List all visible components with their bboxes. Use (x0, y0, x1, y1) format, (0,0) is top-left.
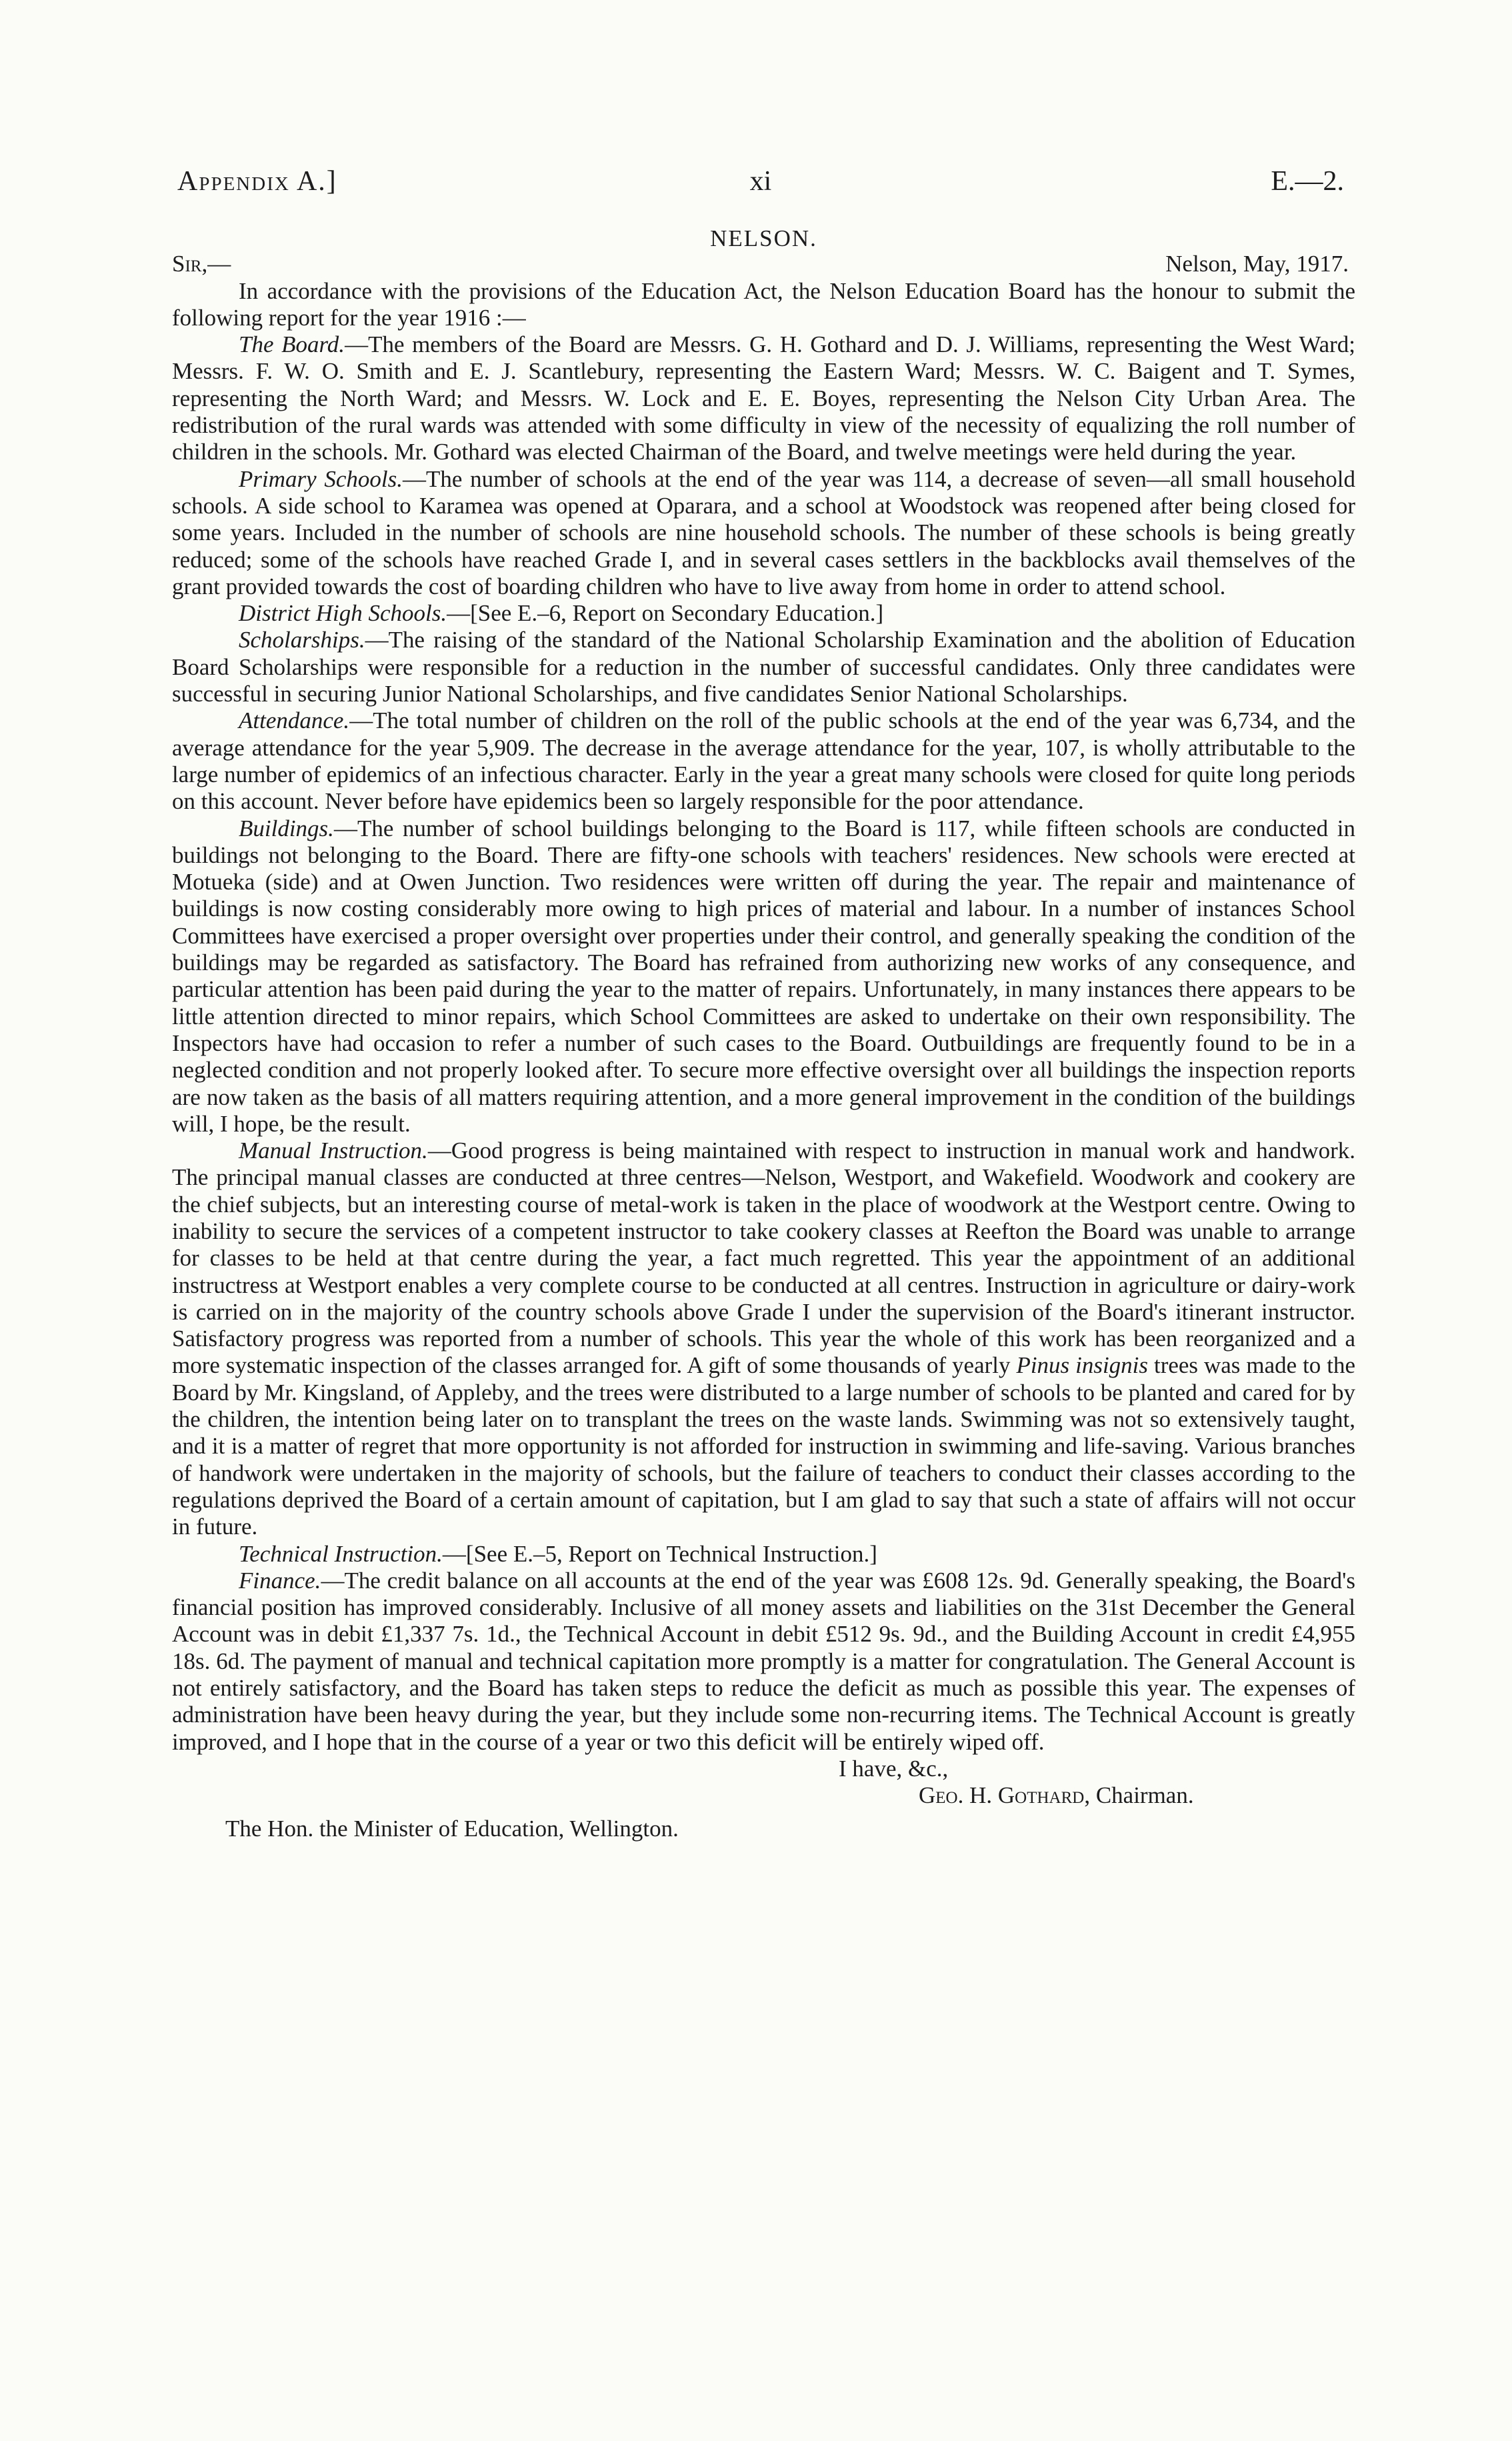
addressee: The Hon. the Minister of Education, Wellington. (225, 1815, 679, 1842)
section-primary-schools (172, 466, 1355, 600)
salutation-line (172, 251, 1355, 277)
section-heading: Finance. (239, 1567, 321, 1594)
section-board (172, 331, 1355, 465)
section-text: —The number of school buildings belonging to the Board is 117, while fifteen schools are conducted in buildings not belonging to the Board. There are fifty-one schools with teachers' residences. New schools were erected at Motueka (side) and at Owen Junction. Two residences were written off during the year. The repair and maintenance of buildings is now costing considerably more owing to high prices of material and labour. In a number of instances School Committees have exercised a proper oversight over properties under their control, and generally speaking the condition of the buildings may be regarded as satisfactory. The Board has refrained from authorizing new works of any consequence, and particular attention has been paid during the year to the matter of repairs. Unfortunately, in many instances there appears to be little attention directed to minor repairs, which School Committees are asked to undertake on their own responsibility. The Inspectors have had occasion to refer a number of such cases to the Board. Outbuildings are frequently found to be in a neglected condition and not properly looked after. To secure more effective oversight over all buildings the inspection reports are now taken as the basis of all matters requiring attention, and a more general improvement in the condition of the buildings will, I hope, be the result. (172, 815, 1355, 1137)
section-heading: Manual Instruction. (239, 1137, 428, 1164)
document-code: E.—2. (1271, 166, 1344, 197)
section-heading: Attendance. (239, 707, 350, 734)
section-heading: District High Schools. (239, 600, 447, 627)
intro-paragraph: In accordance with the provisions of the Education Act, the Nelson Education Board has the honour to submit the following report for the year 1916 :— (172, 277, 1355, 331)
page-number: xi (749, 166, 772, 197)
section-text: —[See E.–6, Report on Secondary Education.] (447, 600, 884, 627)
appendix-label: Appendix A.] (177, 166, 337, 197)
section-manual-instruction (172, 1137, 1355, 1540)
page-header (177, 165, 1344, 205)
signature (919, 1782, 1194, 1809)
place-heading: NELSON. (710, 225, 817, 251)
section-attendance (172, 707, 1355, 815)
salutation: Sir,— (172, 251, 231, 277)
species-name: Pinus insignis (1016, 1352, 1149, 1379)
section-heading: Technical Instruction. (239, 1540, 443, 1567)
section-heading: Primary Schools. (239, 465, 403, 492)
section-text: —The raising of the standard of the National Scholarship Examination and the abolition of Education Board Scholarships were responsible for a reduction in the number of successful candidates. Only three candidates were successful in securing Junior National Scholarships, and five candidates Senior National Scholarships. (172, 627, 1355, 707)
section-heading: Scholarships. (239, 627, 365, 653)
section-heading: The Board. (239, 331, 345, 358)
signature-name: Geo. H. Gothard (919, 1782, 1085, 1808)
section-text: —[See E.–5, Report on Technical Instruction.] (442, 1540, 877, 1567)
closing-block (172, 1756, 1355, 1812)
section-scholarships (172, 627, 1355, 707)
section-buildings (172, 815, 1355, 1138)
section-text: —The total number of children on the roll of the public schools at the end of the year was 6,734, and the average attendance for the year 5,909. The decrease in the average attendance for the year, 107, is wholly attributable to the large number of epidemics of an infectious character. Early in the year a great many schools were closed for quite long periods on this account. Never before have epidemics been so largely responsible for the poor attendance. (172, 707, 1355, 815)
signature-title: , Chairman. (1084, 1782, 1194, 1808)
section-finance (172, 1568, 1355, 1756)
dateline: Nelson, May, 1917. (1165, 251, 1349, 277)
section-district-high-schools (172, 600, 1355, 627)
section-text: —The members of the Board are Messrs. G. H. Gothard and D. J. Williams, representing the West Ward; Messrs. F. W. O. Smith and E. J. Scantlebury, representing the Eastern Ward; Messrs. W. C. Baigent and T. Symes, representing the North Ward; and Messrs. W. Lock and E. E. Boyes, representing the Nelson City Urban Area. The redistribution of the rural wards was attended with some difficulty in view of the necessity of equalizing the roll number of children in the schools. Mr. Gothard was elected Chairman of the Board, and twelve meetings were held during the year. (172, 331, 1355, 465)
section-text-continued: trees was made to the Board by Mr. Kingsland, of Appleby, and the trees were distributed to a large number of schools to be planted and cared for by the children, the intention being later on to transplant the trees on the waste lands. Swimming was not so extensively taught, and it is a matter of regret that more opportunity is not afforded for instruction in swimming and life-saving. Various branches of handwork were undertaken in the majority of schools, but the failure of teachers to conduct their classes according to the regulations deprived the Board of a certain amount of capitation, but I am glad to say that such a state of affairs will not occur in future. (172, 1352, 1356, 1540)
section-text: —The number of schools at the end of the year was 114, a decrease of seven—all small household schools. A side school to Karamea was opened at Oparara, and a school at Woodstock was reopened after being closed for some years. Included in the number of schools are nine household schools. The number of these schools is being greatly reduced; some of the schools have reached Grade I, and in several cases settlers in the backblocks avail themselves of the grant provided towards the cost of boarding children who have to live away from home in order to attend school. (172, 465, 1355, 599)
closing-phrase: I have, &c., (839, 1755, 949, 1782)
report-body (172, 225, 1355, 1842)
section-text: —The credit balance on all accounts at the end of the year was £608 12s. 9d. Generally speaking, the Board's financial position has improved considerably. Inclusive of all money assets and liabilities on the 31st December the General Account was in debit £1,337 7s. 1d., the Technical Account in debit £512 9s. 9d., and the Building Account in credit £4,955 18s. 6d. The payment of manual and technical capitation more promptly is a matter for congratulation. The General Account is not entirely satisfactory, and the Board has taken steps to reduce the deficit as much as possible this year. The expenses of administration have been heavy during the year, but they include some non-recurring items. The Technical Account is greatly improved, and I hope that in the course of a year or two this deficit will be entirely wiped off. (172, 1567, 1355, 1755)
section-text: —Good progress is being maintained with respect to instruction in manual work and handwork. The principal manual classes are conducted at three centres—Nelson, Westport, and Wakefield. Woodwork and cookery are the chief subjects, but an interesting course of metal-work is taken in the place of woodwork at the Westport centre. Owing to inability to secure the services of a competent instructor to take cookery classes at Reefton the Board was unable to arrange for classes to be held at that centre during the year, a fact much regretted. This year the appointment of an additional instructress at Westport enables a very complete course to be conducted at all centres. Instruction in agriculture or dairy-work is carried on in the majority of the country schools above Grade I under the supervision of the Board's itinerant instructor. Satisfactory progress was reported from a number of schools. This year the whole of this work has been reorganized and a more systematic inspection of the classes arranged for. A gift of some thousands of yearly (172, 1137, 1355, 1379)
section-technical-instruction (172, 1541, 1355, 1568)
section-heading: Buildings. (239, 815, 334, 841)
